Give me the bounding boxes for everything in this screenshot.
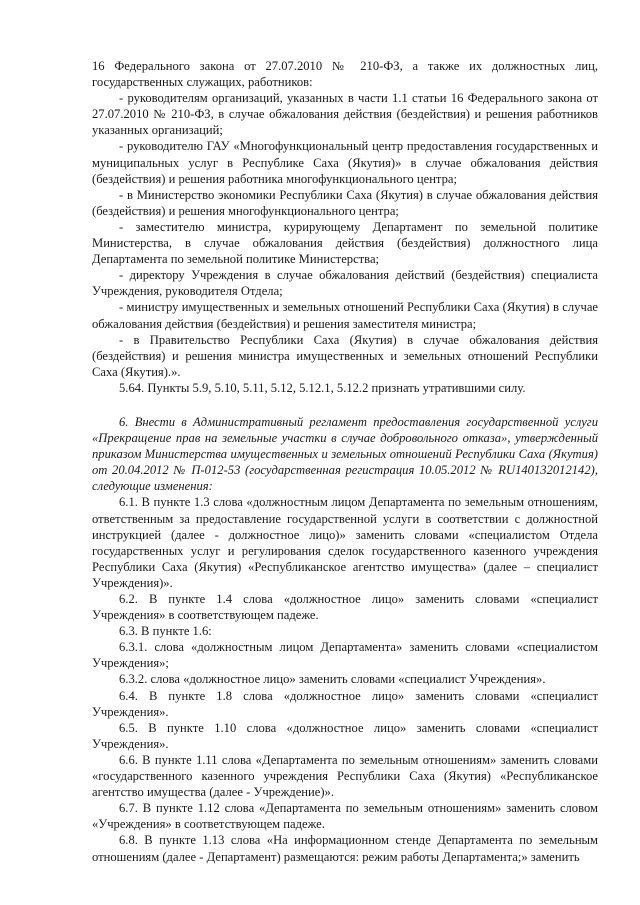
paragraph: 16 Федерального закона от 27.07.2010 № 210-ФЗ, а также их должностных лиц, государственных служащих, работников:: [92, 59, 598, 90]
paragraph: 6.5. В пункте 1.10 слова «должностное лицо» заменить словами «специалист Учреждения».: [92, 720, 598, 751]
paragraph: 6.1. В пункте 1.3 слова «должностным лицом Департамента по земельным отношениям, ответственным за предоставление государственной услуги в соответствии с должностной инструкцией (далее - должностное лицо)» заменить словами «специалистом Отдела государственных услуг и регулирования сделок государственного казенного учреждения Республики Саха (Якутия) «Республиканское агентство имущества» (далее – специалист Учреждения)».: [92, 495, 598, 590]
paragraph: - руководителю ГАУ «Многофункциональный центр предоставления государственных и муниципальных услуг в Республике Саха (Якутия)» в случае обжалования действия (бездействия) и решения работника многофункционального центра;: [92, 139, 598, 186]
paragraph: 6.6. В пункте 1.11 слова «Департамента по земельным отношениям» заменить словами «государственного казенного учреждения Республики Саха (Якутия) «Республиканское агентство имущества (далее - Учреждение)».: [92, 752, 598, 800]
paragraph: 6.2. В пункте 1.4 слова «должностное лицо» заменить словами «специалист Учреждения» в соответствующем падеже.: [92, 592, 598, 623]
paragraph: 6.3.2. слова «должностное лицо» заменить словами «специалист Учреждения».: [119, 672, 546, 687]
paragraph: 6.3. В пункте 1.6:: [119, 624, 212, 639]
paragraph: - в Министерство экономики Республики Саха (Якутия) в случае обжалования действия (бездействия) и решения многофункционального центра;: [92, 187, 598, 218]
paragraph: 6.7. В пункте 1.12 слова «Департамента по земельным отношениям» заменить словом «Учреждения» в соответствующем падеже.: [92, 801, 598, 832]
paragraph: - заместителю министра, курирующему Департамент по земельной политике Министерства, в случае обжалования действия (бездействия) должностного лица Департамента по земельной политике Министерства;: [92, 219, 598, 267]
paragraph: 6.3.1. слова «должностным лицом Департамента» заменить словами «специалистом Учреждения»;: [92, 640, 598, 671]
paragraph: 6.4. В пункте 1.8 слова «должностное лицо» заменить словами «специалист Учреждения».: [92, 688, 598, 719]
paragraph: 6. Внести в Административный регламент предоставления государственной услуги «Прекращение прав на земельные участки в случае добровольного отказа», утвержденный приказом Министерства имущественных и земельных отношений Республики Саха (Якутия) от 20.04.2012 № П-012-53 (государственная регистрация 10.05.2012 № RU140132012142), следующие изменения:: [92, 414, 598, 494]
paragraph: - директору Учреждения в случае обжалования действий (бездействия) специалиста Учреждения, руководителя Отдела;: [92, 268, 598, 299]
paragraph: 6.8. В пункте 1.13 слова «На информационном стенде Департамента по земельным отношениям (далее - Департамент) размещаются: режим работы Департамента;» заменить: [92, 833, 598, 864]
paragraph: - руководителям организаций, указанных в части 1.1 статьи 16 Федерального закона от 27.07.2010 № 210-ФЗ, в случае обжалования действия (бездействия) и решения работников указанных организаций;: [92, 91, 598, 138]
paragraph: 5.64. Пункты 5.9, 5.10, 5.11, 5.12, 5.12.1, 5.12.2 признать утратившими силу.: [119, 380, 526, 395]
paragraph: - в Правительство Республики Саха (Якутия) в случае обжалования действия (бездействия) и решения министра имущественных и земельных отношений Республики Саха (Якутия).».: [92, 332, 598, 379]
paragraph: - министру имущественных и земельных отношений Республики Саха (Якутия) в случае обжалования действия (бездействия) и решения заместителя министра;: [92, 300, 598, 331]
document-page: [92, 58, 598, 865]
